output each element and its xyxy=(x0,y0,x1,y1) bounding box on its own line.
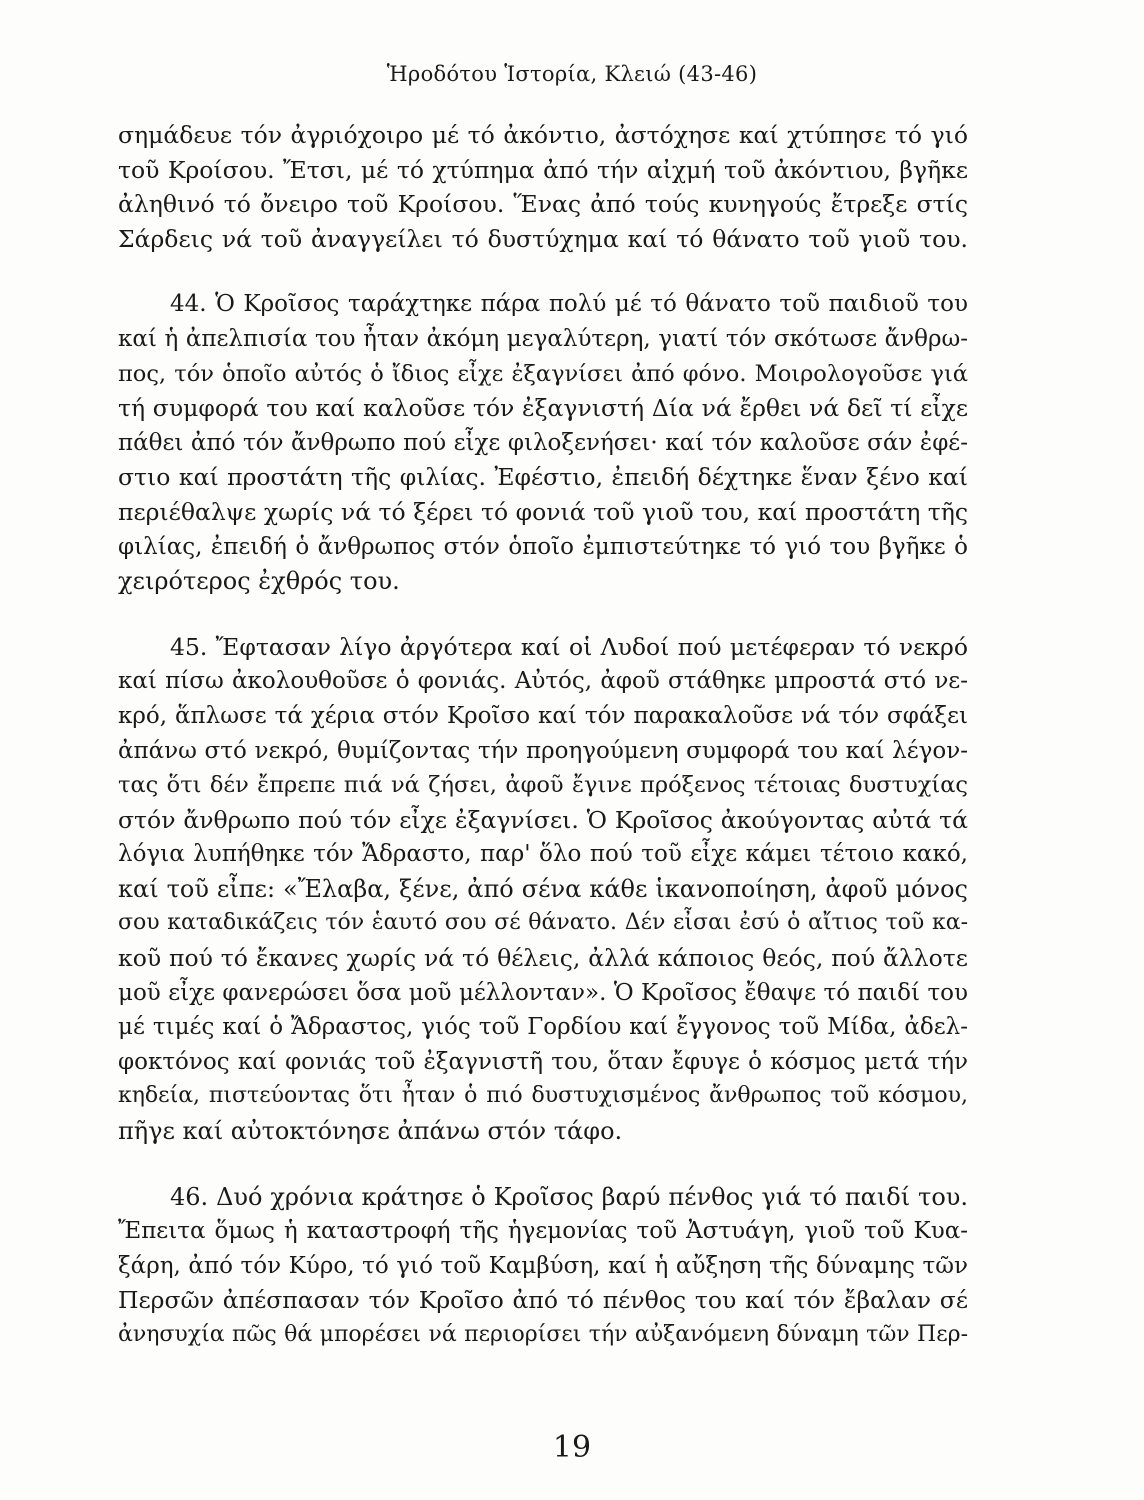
text-line: καί πίσω ἀκολουθοῦσε ὁ φονιάς. Αὐτός, ἀφοῦ στάθηκε μπροστά στό νε- xyxy=(118,668,968,695)
text-line: κρό, ἅπλωσε τά χέρια στόν Κροῖσο καί τόν παρακαλοῦσε νά τόν σφάξει xyxy=(118,702,968,729)
text-line: τή συμφορά του καί καλοῦσε τόν ἐξαγνιστή Δία νά ἔρθει νά δεῖ τί εἶχε xyxy=(118,394,968,423)
text-line: ξάρη, ἀπό τόν Κύρο, τό γιό τοῦ Καμβύση, καί ἡ αὔξηση τῆς δύναμης τῶν xyxy=(118,1252,968,1279)
paragraph-spacer xyxy=(118,1149,968,1180)
text-line: 44. Ὁ Κροῖσος ταράχτηκε πάρα πολύ μέ τό θάνατο τοῦ παιδιοῦ του xyxy=(170,291,968,318)
text-line: σημάδευε τόν ἀγριόχοιρο μέ τό ἀκόντιο, ἀστόχησε καί χτύπησε τό γιό xyxy=(118,121,968,149)
text-line: κοῦ πού τό ἔκανες χωρίς νά τό θέλεις, ἀλλά κάποιος θεός, πού ἄλλοτε xyxy=(118,944,968,973)
text-line: πάθει ἀπό τόν ἄνθρωπο πού εἶχε φιλοξενήσει· καί τόν καλοῦσε σάν ἐφέ- xyxy=(118,429,968,456)
text-line: πος, τόν ὁποῖο αὐτός ὁ ἴδιος εἶχε ἐξαγνίσει ἀπό φόνο. Μοιρολογοῦσε γιά xyxy=(118,360,968,387)
paragraph-spacer xyxy=(118,599,968,630)
text-line: μέ τιμές καί ὁ Ἄδραστος, γιός τοῦ Γορδίου καί ἔγγονος τοῦ Μίδα, ἀδελ- xyxy=(118,1014,968,1041)
text-line: μοῦ εἶχε φανερώσει ὅσα μοῦ μέλλονταν». Ὁ Κροῖσος ἔθαψε τό παιδί του xyxy=(118,979,968,1006)
text-line: Περσῶν ἀπέσπασαν τόν Κροῖσο ἀπό τό πένθος του καί τόν ἔβαλαν σέ xyxy=(118,1286,968,1315)
text-line: καί ἡ ἀπελπισία του ἦταν ἀκόμη μεγαλύτερη, γιατί τόν σκότωσε ἄνθρω- xyxy=(118,325,968,352)
text-line: Σάρδεις νά τοῦ ἀναγγείλει τό δυστύχημα καί τό θάνατο τοῦ γιοῦ του. xyxy=(118,224,968,253)
text-line: 46. Δυό χρόνια κράτησε ὁ Κροῖσος βαρύ πένθος γιά τό παιδί του. xyxy=(170,1182,968,1211)
text-line: τας ὅτι δέν ἔπρεπε πιά νά ζήσει, ἀφοῦ ἔγινε πρόξενος τέτοιας δυστυχίας xyxy=(118,772,968,799)
paragraph-46 xyxy=(118,1180,968,1353)
text-line: στιο καί προστάτη τῆς φιλίας. Ἐφέστιο, ἐπειδή δέχτηκε ἕναν ξένο καί xyxy=(118,463,968,492)
running-header: Ἡροδότου Ἱστορία, Κλειώ (43-46) xyxy=(386,62,758,86)
text-line: κηδεία, πιστεύοντας ὅτι ἦταν ὁ πιό δυστυχισμένος ἄνθρωπος τοῦ κόσμου, xyxy=(118,1083,968,1109)
text-line: Ἔπειτα ὅμως ἡ καταστροφή τῆς ἡγεμονίας τοῦ Ἀστυάγη, γιοῦ τοῦ Κυα- xyxy=(118,1218,968,1245)
text-line: τοῦ Κροίσου. Ἔτσι, μέ τό χτύπημα ἀπό τήν αἰχμή τοῦ ἀκόντιου, βγῆκε xyxy=(118,155,968,184)
text-line: στόν ἄνθρωπο πού τόν εἶχε ἐξαγνίσει. Ὁ Κροῖσος ἀκούγοντας αὐτά τά xyxy=(118,805,968,834)
text-line: φοκτόνος καί φονιάς τοῦ ἐξαγνιστῆ του, ὅταν ἔφυγε ὁ κόσμος μετά τήν xyxy=(118,1048,968,1075)
text-line: ἀπάνω στό νεκρό, θυμίζοντας τήν προηγούμενη συμφορά του καί λέγον- xyxy=(118,737,968,764)
paragraph-44 xyxy=(118,287,968,598)
paragraph-spacer xyxy=(118,256,968,287)
text-line: πῆγε καί αὐτοκτόνησε ἀπάνω στόν τάφο. xyxy=(118,1117,623,1146)
text-line: σου καταδικάζεις τόν ἑαυτό σου σέ θάνατο. Δέν εἶσαι ἐσύ ὁ αἴτιος τοῦ κα- xyxy=(118,910,968,936)
text-line: ἀληθινό τό ὄνειρο τοῦ Κροίσου. Ἕνας ἀπό τούς κυνηγούς ἔτρεξε στίς xyxy=(118,190,968,219)
paragraph-43-end xyxy=(118,118,968,256)
text-line: 45. Ἔφτασαν λίγο ἀργότερα καί οἱ Λυδοί πού μετέφεραν τό νεκρό xyxy=(170,632,968,661)
text-line: φιλίας, ἐπειδή ὁ ἄνθρωπος στόν ὁποῖο ἐμπιστεύτηκε τό γιό του βγῆκε ὁ xyxy=(118,533,968,560)
text-line: περιέθαλψε χωρίς νά τό ξέρει τό φονιά τοῦ γιοῦ του, καί προστάτη τῆς xyxy=(118,497,968,526)
text-line: λόγια λυπήθηκε τόν Ἄδραστο, παρ' ὅλο πού τοῦ εἶχε κάμει τέτοιο κακό, xyxy=(118,841,968,868)
body-text xyxy=(118,118,968,1353)
text-line: καί τοῦ εἶπε: «Ἔλαβα, ξένε, ἀπό σένα κάθε ἱκανοποίηση, ἀφοῦ μόνος xyxy=(118,874,968,903)
text-line: χειρότερος ἐχθρός του. xyxy=(118,567,400,596)
text-line: ἀνησυχία πῶς θά μπορέσει νά περιορίσει τήν αὐξανόμενη δύναμη τῶν Περ- xyxy=(118,1322,968,1347)
paragraph-45 xyxy=(118,630,968,1149)
page-number: 19 xyxy=(552,1430,592,1465)
